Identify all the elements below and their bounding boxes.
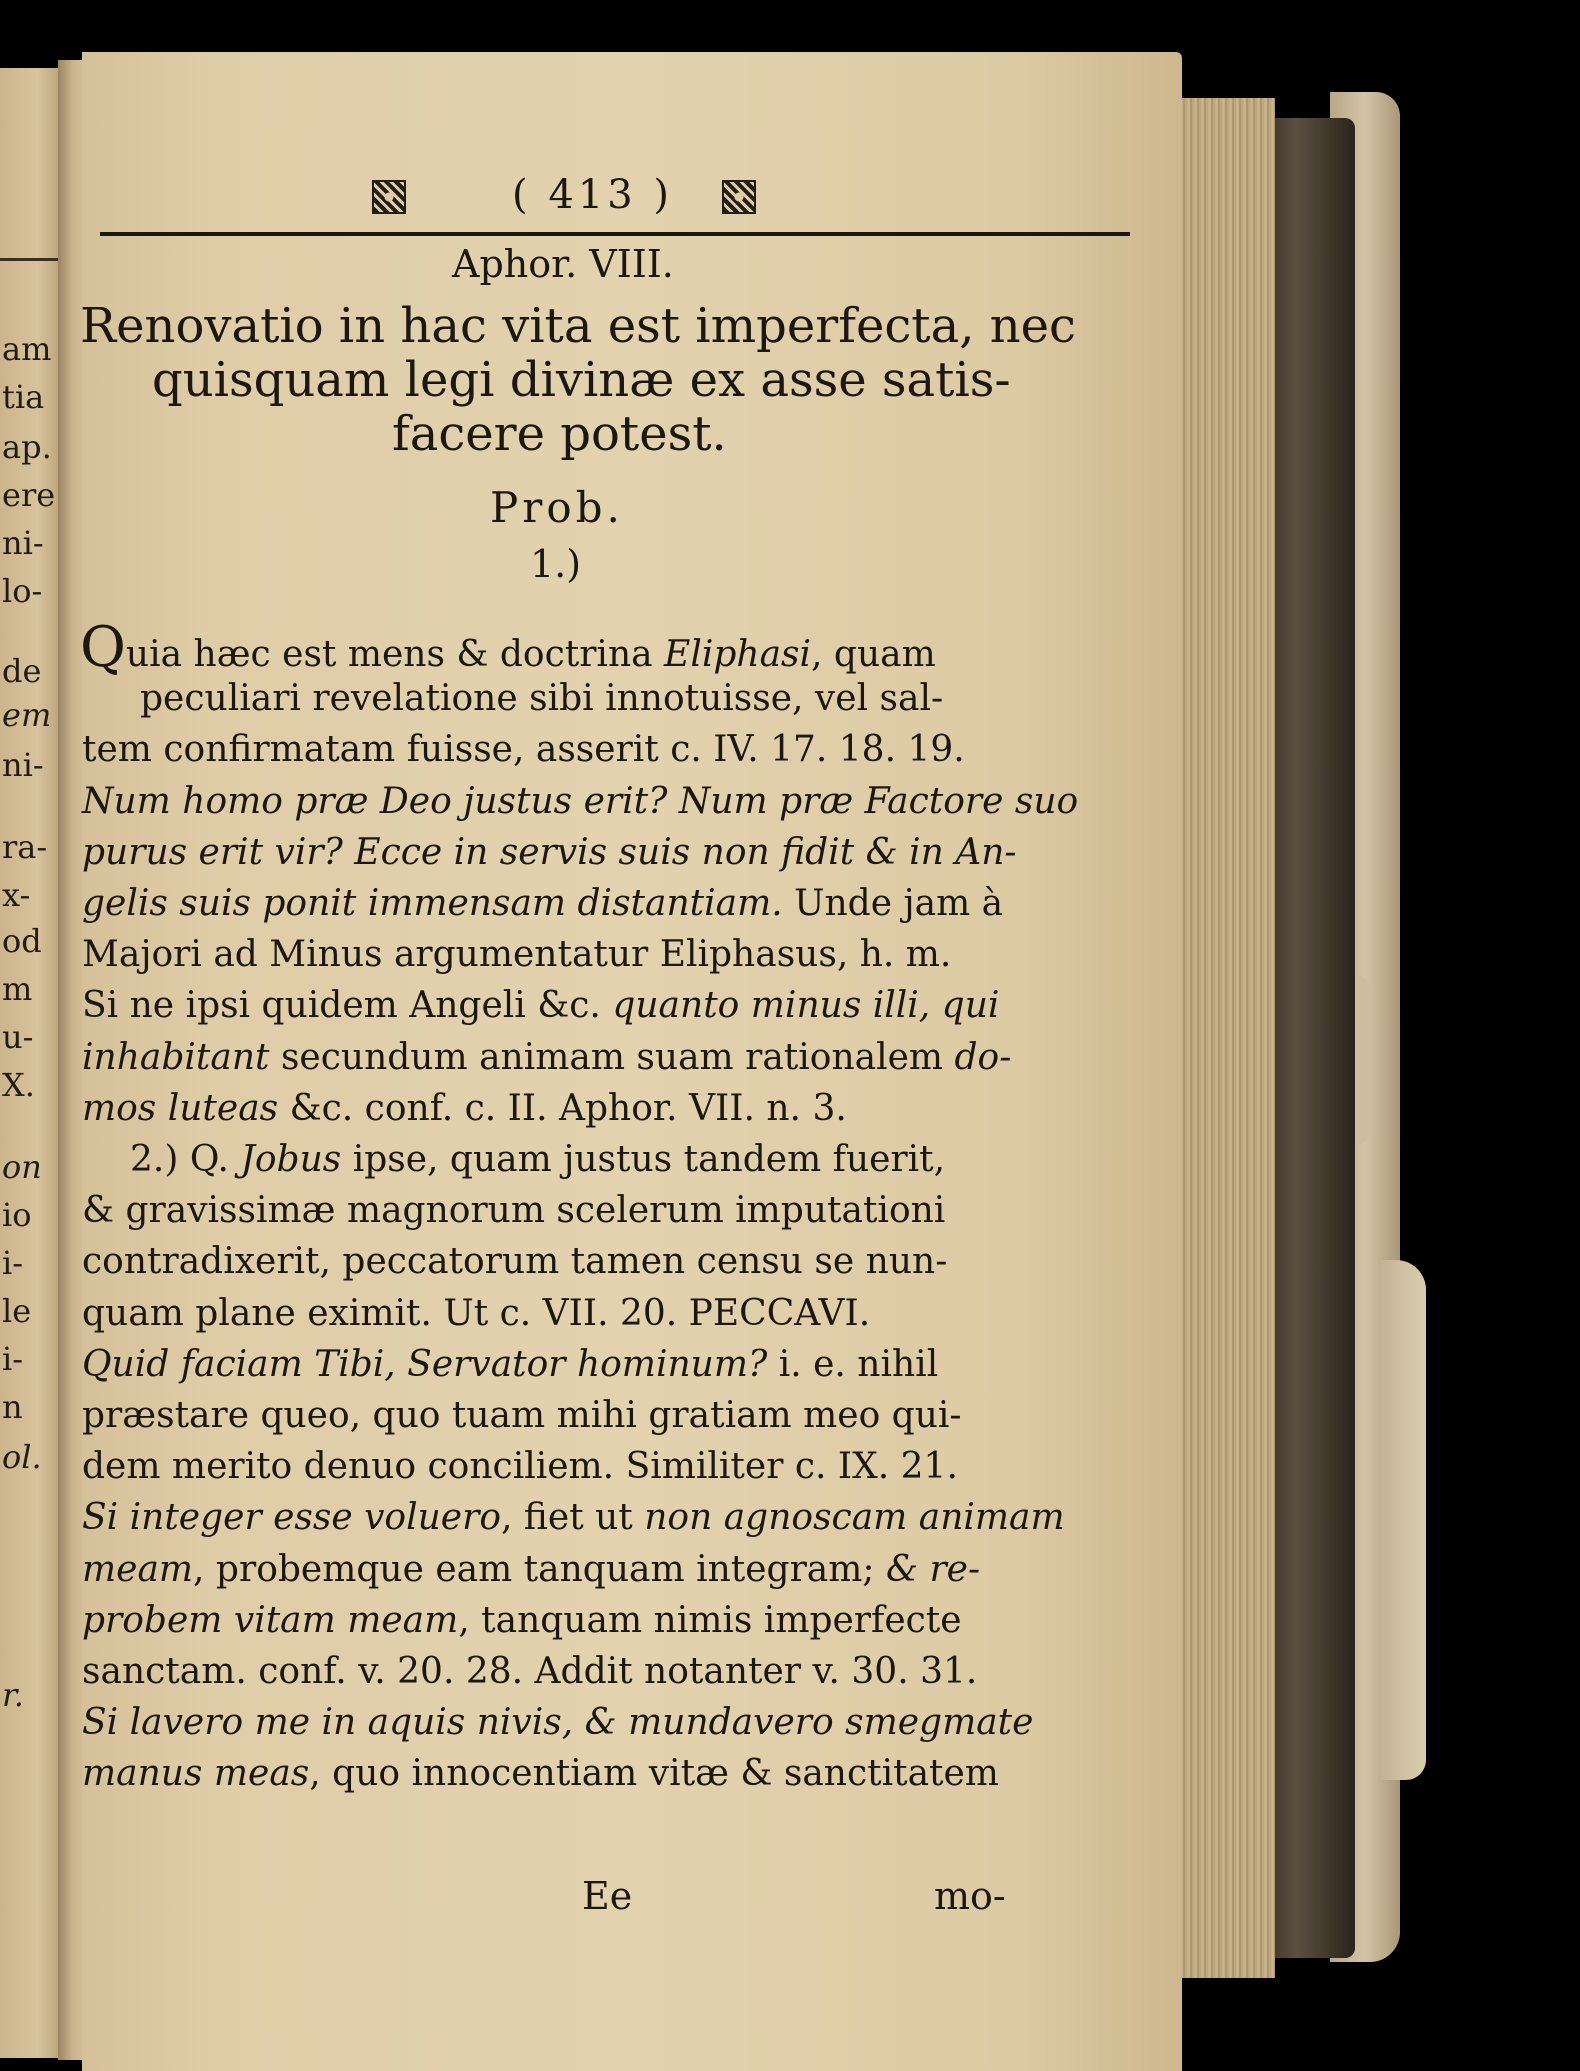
left-page-fragment: r. (2, 1676, 24, 1714)
left-page-fragment: ol. (2, 1438, 42, 1476)
body-line (82, 1396, 962, 1436)
body-line (82, 1754, 999, 1794)
right-page (82, 52, 1182, 2071)
text-run: tem confirmatam fuisse, asserit c. IV. 17. 18. 19. (82, 729, 965, 770)
text-run: 2.) Q. (130, 1139, 241, 1180)
text-run: sanctam. conf. v. 20. 28. Addit notanter v. 30. 31. (82, 1651, 978, 1692)
text-run: dem merito denuo conciliem. Similiter c. IX. 21. (82, 1446, 958, 1487)
left-page-fragment: x- (2, 876, 31, 914)
book-binding (1265, 118, 1355, 1958)
text-run: Q (80, 615, 126, 680)
body-line (82, 1652, 977, 1692)
left-page-fragment: on (2, 1148, 42, 1186)
thesis-line-1: Renovatio in hac vita est imperfecta, nec (80, 298, 1076, 354)
text-run: , quam (811, 634, 936, 675)
text-run: contradixerit, peccatorum tamen censu se nun- (82, 1241, 948, 1282)
body-line (80, 615, 936, 680)
header-rule (100, 232, 1130, 236)
text-run: secundum animam suam rationalem (269, 1037, 955, 1078)
page-number: ( 413 ) (512, 172, 673, 218)
body-line (82, 1294, 870, 1334)
italic-run: & re- (885, 1549, 981, 1590)
italic-run: inhabitant (82, 1037, 270, 1078)
italic-run: Eliphasi (664, 634, 812, 675)
body-line (82, 782, 1078, 822)
text-run: ipse, quam justus tandem fuerit, (341, 1139, 946, 1180)
body-line (82, 884, 1003, 924)
ornament-left-icon (372, 180, 406, 214)
body-line (82, 730, 965, 770)
left-page-fragment: X. (2, 1066, 35, 1104)
text-run: i. e. nihil (767, 1344, 939, 1385)
left-page-fragment: ni- (2, 746, 44, 784)
body-line (82, 1601, 962, 1641)
body-line (82, 833, 1017, 873)
italic-run: mos luteas (82, 1088, 279, 1129)
body-line (82, 1089, 847, 1129)
left-page-fragment: i- (2, 1244, 24, 1282)
catchword: mo- (934, 1874, 1006, 1918)
text-run: &c. conf. c. II. Aphor. VII. n. 3. (278, 1088, 847, 1129)
left-page-fragment: ra- (2, 828, 48, 866)
left-page-fragment: lo- (2, 572, 43, 610)
left-page-rule (0, 258, 62, 261)
thesis-line-2: quisquam legi divinæ ex asse satis- (152, 352, 1011, 408)
left-page-fragment: am (2, 330, 52, 368)
body-line (82, 1038, 1011, 1078)
prob-number: 1.) (530, 542, 582, 586)
body-line (82, 1498, 1065, 1538)
left-page-fragment: i- (2, 1340, 24, 1378)
left-page-fragment: em (2, 696, 52, 734)
thesis-line-3: facere potest. (392, 406, 727, 462)
italic-run: probem vitam meam (82, 1600, 459, 1641)
body-line (140, 679, 943, 719)
left-page-fragment: ap. (2, 428, 52, 466)
left-page-fragment: od (2, 922, 42, 960)
text-run: , quo innocentiam vitæ & sanctitatem (309, 1753, 999, 1794)
running-header (82, 172, 1182, 232)
body-line (82, 1242, 947, 1282)
left-page-fragment: de (2, 652, 42, 690)
italic-run: do- (954, 1037, 1012, 1078)
left-facing-page (0, 68, 62, 2058)
text-run: præstare queo, quo tuam mihi gratiam meo qui- (82, 1395, 962, 1436)
text-run: Si ne ipsi quidem Angeli &c. (82, 985, 613, 1026)
left-page-fragment: ni- (2, 524, 44, 562)
italic-run: purus erit vir? Ecce in servis suis non fidit & in An- (82, 832, 1017, 873)
italic-run: Num homo præ Deo justus erit? Num præ Factore suo (82, 781, 1079, 822)
italic-run: Si integer esse voluero (82, 1497, 501, 1538)
body-line (82, 1191, 945, 1231)
vellum-cover-flap (1380, 1260, 1426, 1780)
left-page-fragment: u- (2, 1018, 34, 1056)
italic-run: quanto minus illi, qui (612, 985, 1000, 1026)
body-line (130, 1140, 945, 1180)
ornament-right-icon (722, 180, 756, 214)
text-run: , tanquam nimis imperfecte (458, 1600, 962, 1641)
italic-run: gelis suis ponit immensam distantiam. (82, 883, 783, 924)
body-line (82, 935, 951, 975)
text-run: Majori ad Minus argumentatur Eliphasus, h. m. (82, 934, 952, 975)
body-line (82, 1703, 1033, 1743)
text-run: peculiari revelatione sibi innotuisse, vel sal- (140, 678, 944, 719)
italic-run: Jobus (240, 1139, 342, 1180)
text-run: , probemque eam tanquam integram; (193, 1549, 886, 1590)
body-line (82, 986, 999, 1026)
signature-mark: Ee (582, 1874, 633, 1918)
italic-run: non agnoscam animam (644, 1497, 1065, 1538)
text-run: quam plane eximit. Ut c. VII. 20. PECCAVI. (82, 1293, 871, 1334)
italic-run: meam (82, 1549, 194, 1590)
body-line (82, 1550, 980, 1590)
body-line (82, 1447, 958, 1487)
left-page-fragment: ere (2, 476, 56, 514)
left-page-fragment: le (2, 1292, 32, 1330)
text-run: & gravissimæ magnorum scelerum imputationi (82, 1190, 946, 1231)
body-line (82, 1345, 938, 1385)
italic-run: Quid faciam Tibi, Servator hominum? (82, 1344, 768, 1385)
text-run: uia hæc est mens & doctrina (125, 634, 665, 675)
text-run: Unde jam à (782, 883, 1004, 924)
left-page-fragment: io (2, 1196, 32, 1234)
aphorism-label: Aphor. VIII. (452, 242, 674, 286)
left-page-fragment: m (2, 970, 33, 1008)
text-run: , fiet ut (501, 1497, 645, 1538)
left-page-fragment: tia (2, 378, 45, 416)
prob-label: Prob. (490, 483, 624, 532)
italic-run: Si lavero me in aquis nivis, & mundavero smegmate (82, 1702, 1034, 1743)
left-page-fragment: n (2, 1388, 23, 1426)
italic-run: manus meas (82, 1753, 310, 1794)
